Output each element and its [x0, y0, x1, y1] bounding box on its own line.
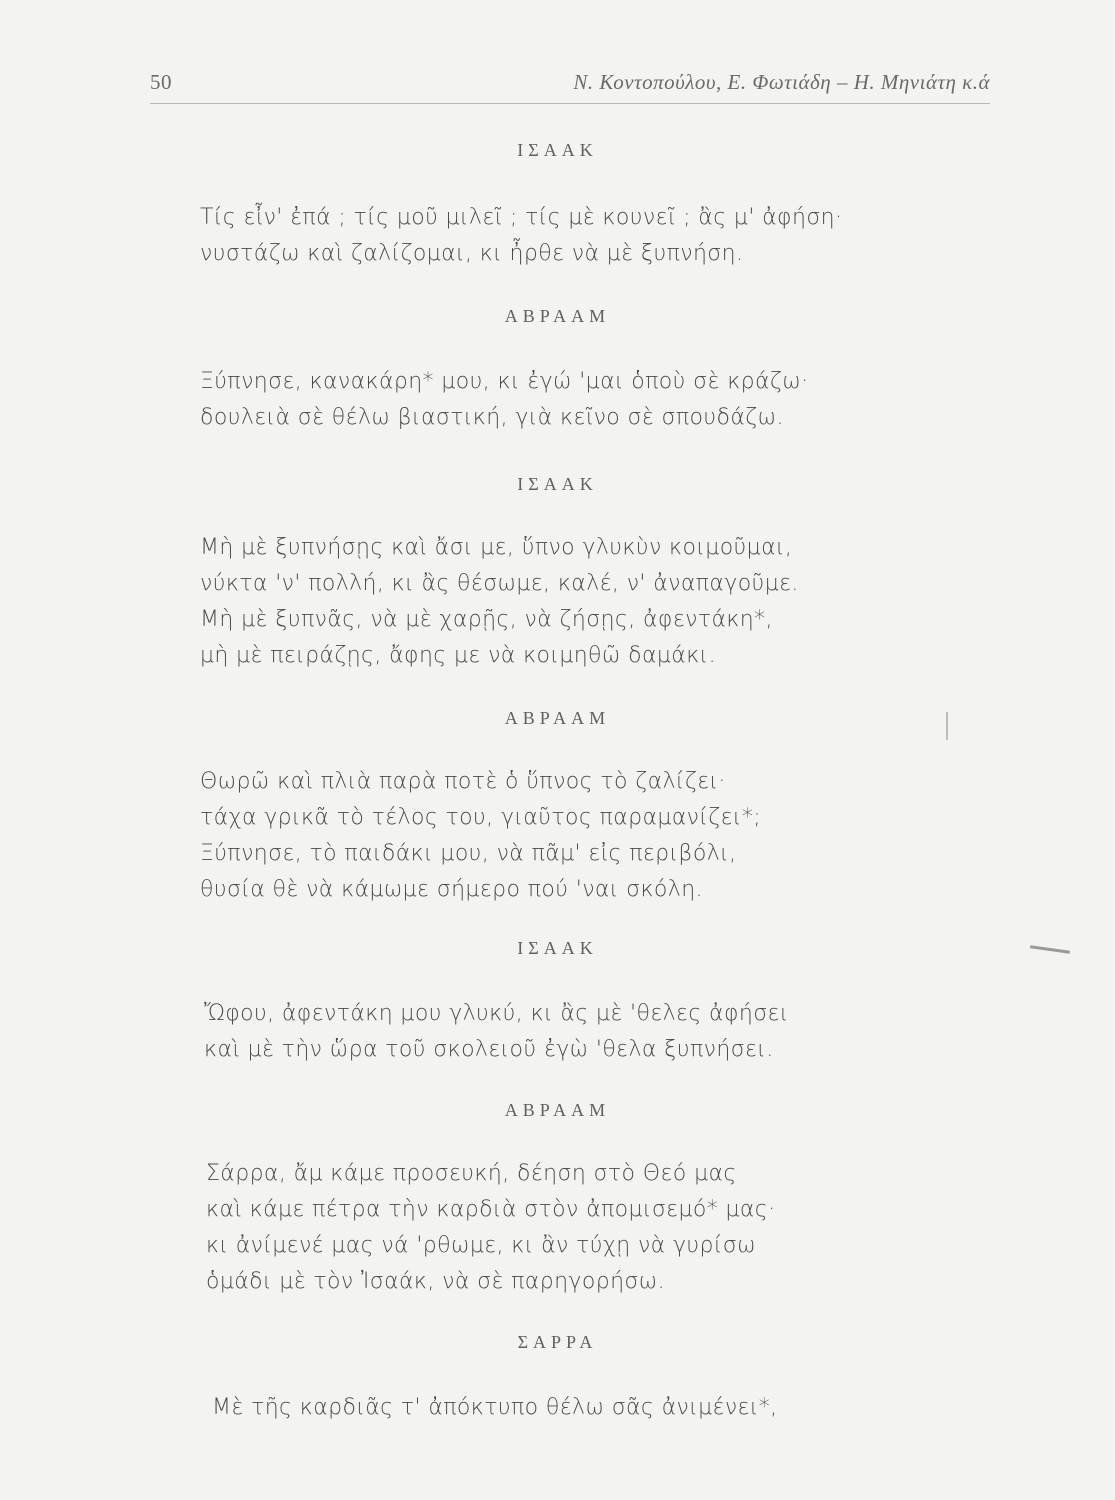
page-number: 50: [150, 70, 172, 94]
verse-line: Μὲ τῆς καρδιᾶς τ' ἀπόκτυπο θέλω σᾶς ἀνιμένει*,: [212, 1395, 778, 1420]
verse-stanza: [200, 200, 842, 272]
running-title: Ν. Κοντοπούλου, Ε. Φωτιάδη – Η. Μηνιάτη κ.ά: [573, 70, 990, 94]
verse-line: Τίς εἶν' ἐπά ; τίς μοῦ μιλεῖ ; τίς μὲ κουνεῖ ; ἂς μ' ἀφήση·: [200, 205, 843, 230]
verse-line: Ξύπνησε, κανακάρη* μου, κι ἐγώ 'μαι ὁποὺ σὲ κράζω·: [200, 369, 809, 394]
verse-line: Μὴ μὲ ξυπνήσῃς καὶ ἄσι με, ὕπνο γλυκὺν κοιμοῦμαι,: [200, 535, 793, 560]
verse-line: μὴ μὲ πειράζῃς, ἄφης με νὰ κοιμηθῶ δαμάκι.: [200, 643, 716, 668]
running-head: [150, 70, 990, 100]
verse-stanza: [204, 996, 789, 1068]
verse-stanza: [212, 1390, 778, 1426]
speaker-name: ΣΑΡΡΑ: [517, 1332, 598, 1352]
verse-line: κι ἀνίμενέ μας νά 'ρθωμε, κι ἂν τύχῃ νὰ γυρίσω: [206, 1233, 756, 1258]
verse-line: Ὤφου, ἀφεντάκη μου γλυκύ, κι ἂς μὲ 'θελες ἀφήσει: [204, 1001, 789, 1026]
verse-line: Μὴ μὲ ξυπνᾶς, νὰ μὲ χαρῇς, νὰ ζήσῃς, ἀφεντάκη*,: [200, 607, 773, 632]
verse-line: τάχα γρικᾶ τὸ τέλος του, γιαῦτος παραμανίζει*;: [200, 805, 762, 830]
verse-stanza: [206, 1156, 776, 1300]
speaker-name: ΙΣΑΑΚ: [517, 474, 598, 494]
margin-mark: [946, 712, 948, 740]
verse-line: Ξύπνησε, τὸ παιδάκι μου, νὰ πᾶμ' εἰς περιβόλι,: [200, 841, 737, 866]
verse-stanza: [200, 530, 799, 674]
verse-stanza: [200, 364, 809, 436]
verse-stanza: [200, 764, 761, 908]
speaker-name: ΙΣΑΑΚ: [517, 938, 598, 958]
verse-line: Θωρῶ καὶ πλιὰ παρὰ ποτὲ ὁ ὕπνος τὸ ζαλίζει·: [200, 769, 726, 794]
verse-line: ὁμάδι μὲ τὸν Ἰσαάκ, νὰ σὲ παρηγορήσω.: [206, 1269, 665, 1294]
speaker-name: ΑΒΡΑΑΜ: [504, 306, 611, 326]
speaker-name: ΑΒΡΑΑΜ: [504, 708, 611, 728]
speaker-name: ΑΒΡΑΑΜ: [504, 1100, 611, 1120]
verse-line: καὶ μὲ τὴν ὥρα τοῦ σκολειοῦ ἐγὼ 'θελα ξυπνήσει.: [204, 1037, 774, 1062]
speaker-name: ΙΣΑΑΚ: [517, 140, 598, 160]
verse-line: καὶ κάμε πέτρα τὴν καρδιὰ στὸν ἀπομισεμό* μας·: [206, 1197, 776, 1222]
verse-line: δουλειὰ σὲ θέλω βιαστική, γιὰ κεῖνο σὲ σπουδάζω.: [200, 405, 784, 430]
verse-line: θυσία θὲ νὰ κάμωμε σήμερο πού 'ναι σκόλη.: [200, 877, 703, 902]
header-rule: [150, 103, 990, 104]
verse-line: Σάρρα, ἄμ κάμε προσευκή, δέηση στὸ Θεό μας: [206, 1161, 737, 1186]
verse-line: νύκτα 'ν' πολλή, κι ἂς θέσωμε, καλέ, ν' ἀναπαγοῦμε.: [200, 571, 799, 596]
verse-line: νυστάζω καὶ ζαλίζομαι, κι ἦρθε νὰ μὲ ξυπνήση.: [200, 241, 744, 266]
